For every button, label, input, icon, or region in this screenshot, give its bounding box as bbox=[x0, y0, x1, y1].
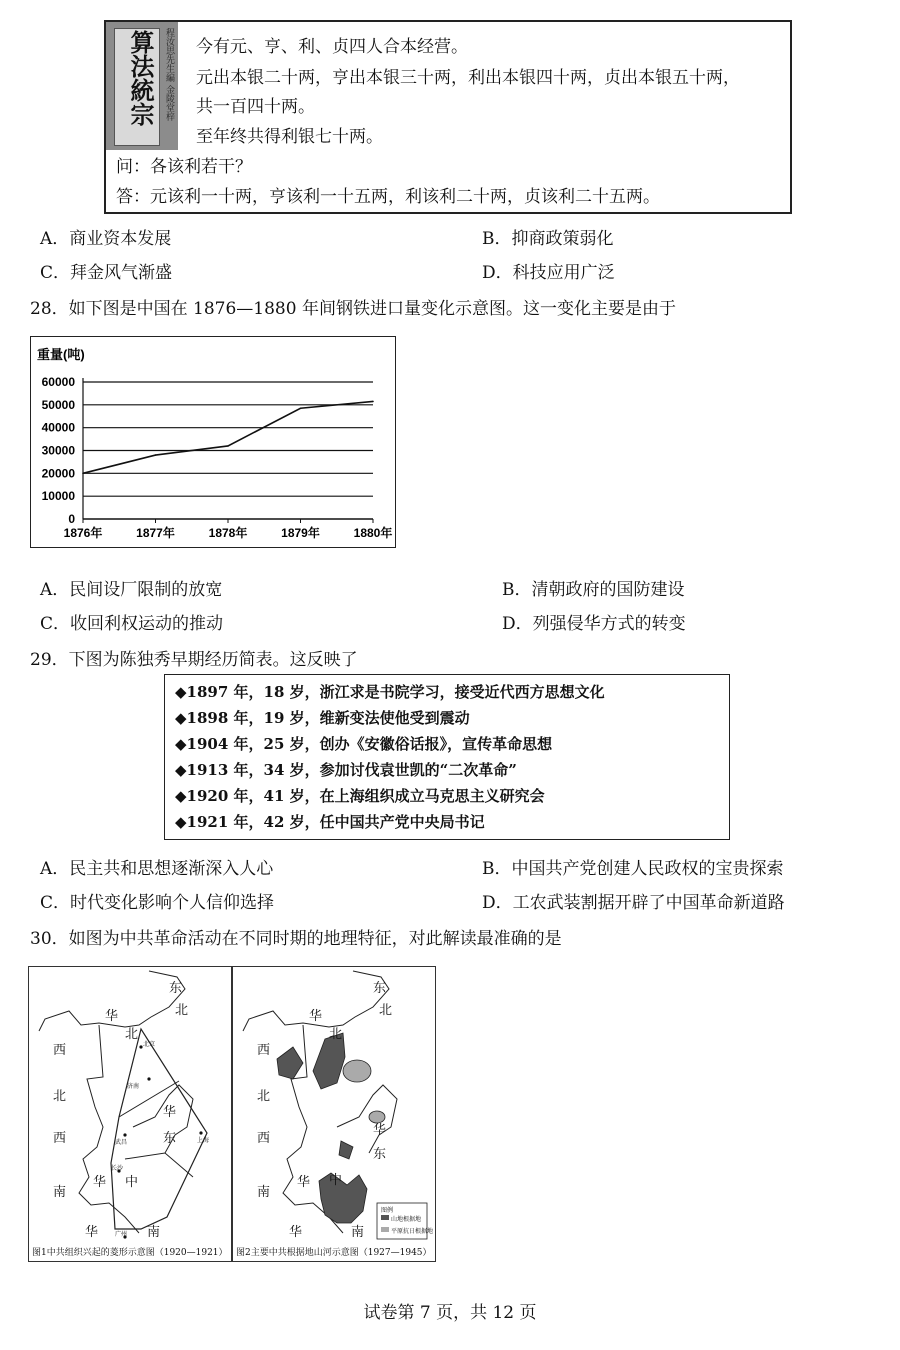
data-point bbox=[155, 454, 157, 456]
timeline-row: ◆1920 年，41 岁，在上海组织成立马克思主义研究会 bbox=[175, 787, 545, 805]
book-title: 算法統宗 bbox=[126, 30, 155, 126]
map1-region: 西 bbox=[53, 1131, 67, 1146]
chen-duxiu-timeline-table bbox=[164, 674, 730, 840]
map1-region: 华 bbox=[163, 1105, 177, 1120]
map2-region: 华 bbox=[373, 1123, 387, 1138]
q27-option-c[interactable]: C．拜金风气渐盛 bbox=[40, 263, 173, 283]
city-label: 上海 bbox=[197, 1137, 210, 1144]
map1-region: 北 bbox=[53, 1089, 67, 1104]
x-tick-label: 1880年 bbox=[353, 526, 393, 540]
map1-region: 南 bbox=[147, 1225, 161, 1240]
city-label: 北京 bbox=[143, 1041, 156, 1048]
q29-option-b[interactable]: B．中国共产党创建人民政权的宝贵探索 bbox=[482, 859, 784, 879]
city-label: 广州 bbox=[115, 1231, 128, 1238]
y-tick-label: 0 bbox=[68, 512, 75, 526]
q27-option-b[interactable]: B．抑商政策弱化 bbox=[482, 229, 614, 249]
city-label: 长沙 bbox=[111, 1165, 124, 1172]
map2-region: 北 bbox=[329, 1027, 343, 1042]
data-point bbox=[372, 401, 374, 403]
map2-region: 华 bbox=[297, 1175, 311, 1190]
map1-region: 华 bbox=[93, 1175, 107, 1190]
y-tick-label: 60000 bbox=[41, 375, 75, 389]
q29-stem: 29．下图为陈独秀早期经历简表。这反映了 bbox=[30, 650, 358, 670]
q28-stem: 28．如下图是中国在 1876—1880 年间钢铁进口量变化示意图。这一变化主要是由于 bbox=[30, 299, 676, 319]
map1-region: 华 bbox=[105, 1009, 119, 1024]
series-line bbox=[83, 401, 373, 473]
q27-answer: 答：元该利一十两，亨该利一十五两，利该利二十两，贞该利二十五两。 bbox=[116, 187, 660, 207]
timeline-row: ◆1921 年，42 岁，任中国共产党中央局书记 bbox=[175, 813, 485, 831]
chart-svg bbox=[31, 337, 394, 546]
map2-region: 北 bbox=[257, 1089, 271, 1104]
y-tick-label: 40000 bbox=[41, 420, 75, 435]
q28-option-a[interactable]: A．民间设厂限制的放宽 bbox=[40, 580, 223, 600]
map1-region: 东 bbox=[169, 981, 183, 996]
map2-region: 南 bbox=[351, 1225, 365, 1240]
book-cover-image bbox=[106, 22, 178, 150]
x-tick-label: 1877年 bbox=[136, 526, 175, 540]
data-point bbox=[82, 473, 84, 475]
map2-region: 西 bbox=[257, 1043, 271, 1058]
map2-region: 西 bbox=[257, 1131, 271, 1146]
map1-region: 西 bbox=[53, 1043, 67, 1058]
q27-line-3: 共一百四十两。 bbox=[196, 97, 315, 117]
timeline-row: ◆1913 年，34 岁，参加讨伐袁世凯的“二次革命” bbox=[175, 761, 517, 779]
y-tick-label: 30000 bbox=[41, 443, 75, 458]
map2-region: 东 bbox=[373, 1147, 387, 1162]
q28-option-b[interactable]: B．清朝政府的国防建设 bbox=[502, 580, 685, 600]
x-tick-label: 1876年 bbox=[63, 526, 103, 540]
q29-option-c[interactable]: C．时代变化影响个人信仰选择 bbox=[40, 893, 275, 913]
x-tick-label: 1878年 bbox=[208, 526, 248, 540]
y-tick-label: 50000 bbox=[41, 397, 75, 412]
map1-region: 东 bbox=[163, 1131, 177, 1146]
q29-option-d[interactable]: D．工农武装割据开辟了中国革命新道路 bbox=[482, 893, 785, 913]
map1-region: 北 bbox=[175, 1003, 189, 1018]
map1-region: 南 bbox=[53, 1185, 67, 1200]
legend-title: 图例 bbox=[381, 1207, 394, 1214]
map-2-bases bbox=[232, 966, 436, 1262]
map1-region: 北 bbox=[125, 1027, 139, 1042]
timeline-row: ◆1898 年，19 岁，维新变法使他受到震动 bbox=[175, 709, 470, 727]
q28-option-c[interactable]: C．收回利权运动的推动 bbox=[40, 614, 224, 634]
map2-region: 北 bbox=[379, 1003, 393, 1018]
page-footer: 试卷第 7 页，共 12 页 bbox=[363, 1303, 537, 1323]
q27-line-2: 元出本银二十两，亨出本银三十两，利出本银四十两，贞出本银五十两， bbox=[196, 68, 740, 88]
legend-item: 平原抗日根据地 bbox=[391, 1228, 434, 1235]
map-2-caption: 图2主要中共根据地山河示意图（1927—1945） bbox=[236, 1248, 432, 1258]
q28-option-d[interactable]: D．列强侵华方式的转变 bbox=[502, 614, 686, 634]
q27-line-1: 今有元、亨、利、贞四人合本经营。 bbox=[196, 37, 468, 57]
q30-stem: 30．如图为中共革命活动在不同时期的地理特征，对此解读最准确的是 bbox=[30, 929, 562, 949]
q27-question: 问：各该利若干？ bbox=[116, 157, 252, 177]
map-1-outline bbox=[29, 967, 231, 1261]
steel-import-chart bbox=[30, 336, 396, 548]
q27-line-4: 至年终共得利银七十两。 bbox=[196, 127, 383, 147]
map2-region: 中 bbox=[329, 1173, 343, 1188]
map2-region: 华 bbox=[309, 1009, 323, 1024]
y-tick-label: 20000 bbox=[41, 466, 75, 481]
legend-item: 山地根据地 bbox=[391, 1216, 422, 1223]
map2-region: 华 bbox=[289, 1225, 303, 1240]
q27-option-d[interactable]: D．科技应用广泛 bbox=[482, 263, 615, 283]
map-1-diamond bbox=[28, 966, 232, 1262]
y-axis-label: 重量(吨) bbox=[37, 347, 85, 362]
y-tick-label: 10000 bbox=[41, 489, 75, 504]
q29-option-a[interactable]: A．民主共和思想逐渐深入人心 bbox=[40, 859, 274, 879]
map2-region: 东 bbox=[373, 981, 387, 996]
x-tick-label: 1879年 bbox=[281, 526, 320, 540]
map1-region: 华 bbox=[85, 1225, 99, 1240]
data-point bbox=[300, 407, 302, 409]
map2-region: 南 bbox=[257, 1185, 271, 1200]
map1-region: 中 bbox=[125, 1175, 139, 1190]
q27-option-a[interactable]: A．商业资本发展 bbox=[40, 229, 172, 249]
city-label: 济南 bbox=[127, 1083, 140, 1090]
book-side-note: 程汝思先生編 金陵堂梓 bbox=[164, 28, 174, 121]
city-label: 武昌 bbox=[115, 1139, 128, 1146]
timeline-row: ◆1904 年，25 岁，创办《安徽俗话报》，宣传革命思想 bbox=[175, 735, 553, 753]
timeline-row: ◆1897 年，18 岁，浙江求是书院学习，接受近代西方思想文化 bbox=[175, 683, 605, 701]
data-point bbox=[227, 445, 229, 447]
map-1-caption: 图1中共组织兴起的菱形示意图（1920—1921） bbox=[32, 1248, 228, 1258]
